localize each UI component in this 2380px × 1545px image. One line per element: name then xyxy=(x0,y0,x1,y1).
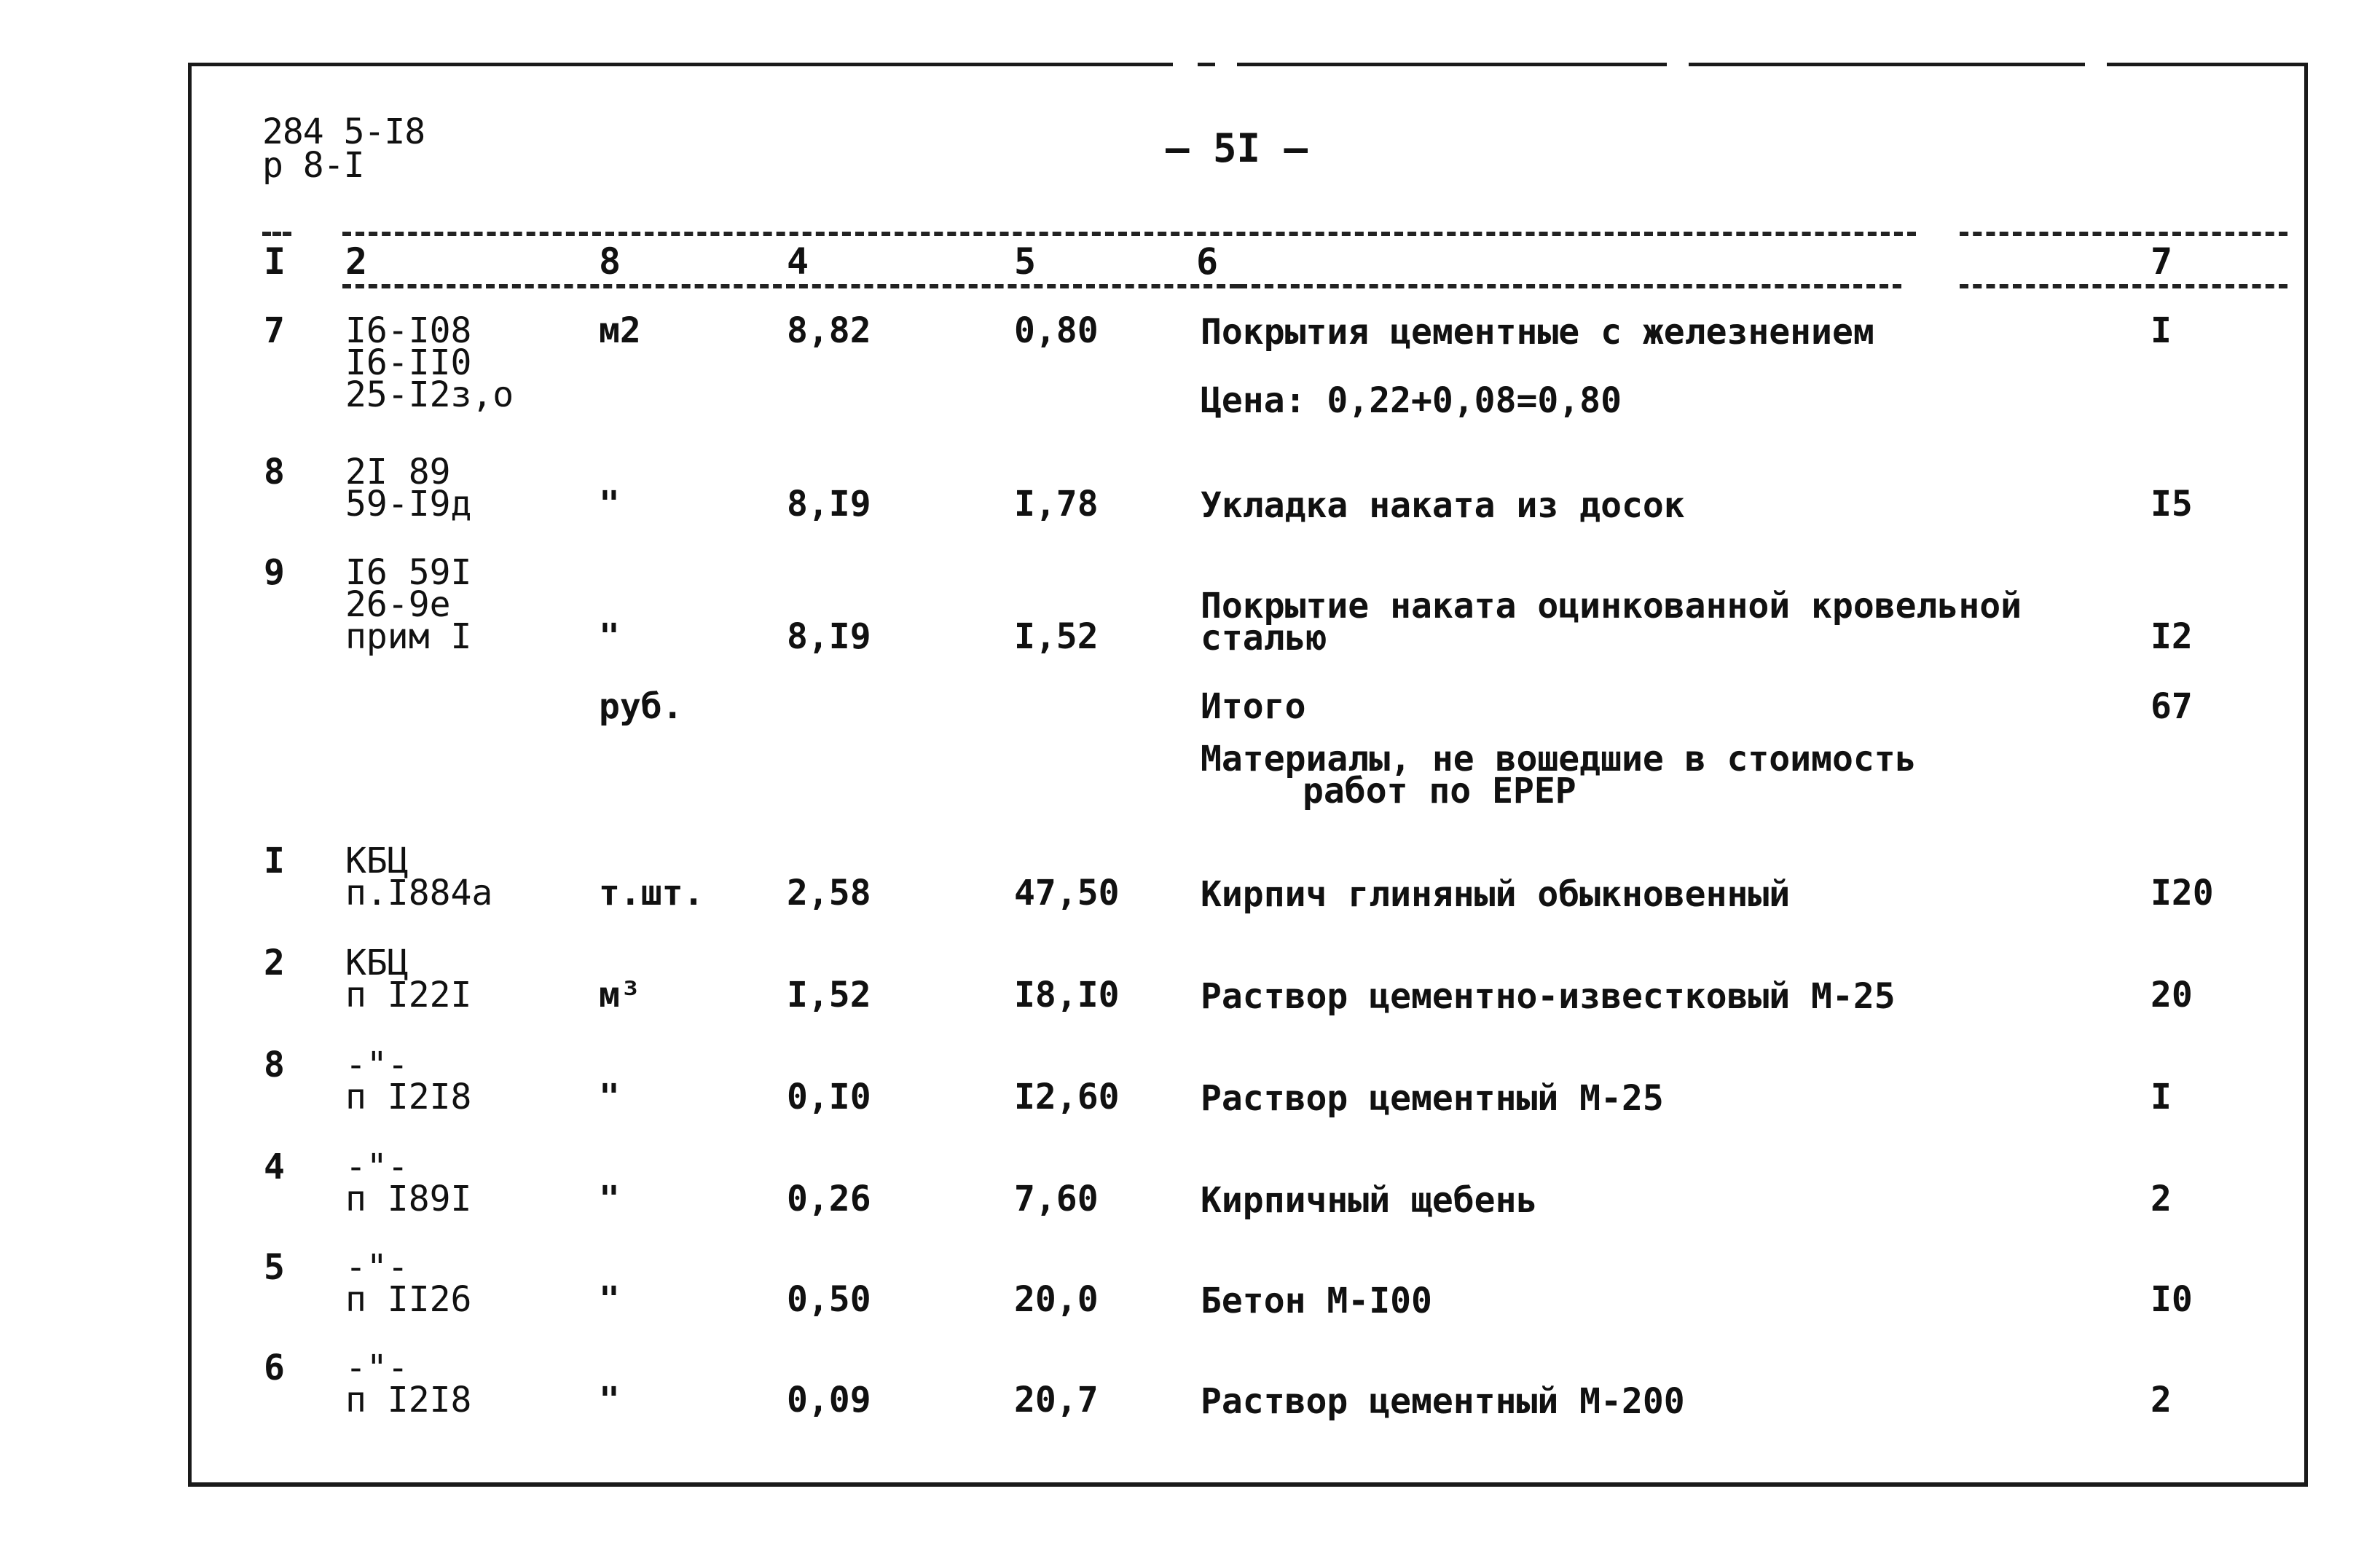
row-unit: " xyxy=(599,1279,620,1320)
row-price: 0,80 xyxy=(1014,310,1099,351)
row-reference: I6-I08 I6-II0 25-I2з,о xyxy=(345,310,514,415)
header-rule xyxy=(1960,232,2287,236)
frame-left-border xyxy=(188,63,192,1487)
row-number: 4 xyxy=(264,1147,285,1187)
row-quantity: 0,I0 xyxy=(787,1077,871,1117)
row-reference: -"- п I2I8 xyxy=(345,1045,472,1117)
frame-top-border xyxy=(188,63,2308,66)
row-quantity: 0,50 xyxy=(787,1279,871,1320)
row-description: Кирпичный щебень xyxy=(1201,1180,1538,1221)
row-total: I xyxy=(2151,310,2172,351)
row-quantity: 8,82 xyxy=(787,310,871,351)
frame-bottom-border xyxy=(188,1482,2308,1487)
frame-right-border xyxy=(2304,63,2308,1487)
row-number: 2 xyxy=(264,943,285,983)
row-unit: " xyxy=(599,1077,620,1117)
header-rule xyxy=(1960,284,2287,288)
row-total: 2 xyxy=(2151,1380,2172,1420)
column-header: 4 xyxy=(787,240,809,283)
row-unit: " xyxy=(599,484,620,524)
row-price: 20,0 xyxy=(1014,1279,1099,1320)
header-rule xyxy=(342,232,1916,236)
column-header: 2 xyxy=(345,240,368,283)
row-reference: -"- п I89I xyxy=(345,1147,472,1219)
row-number: 8 xyxy=(264,452,285,492)
row-quantity: 2,58 xyxy=(787,873,871,913)
row-unit: т.шт. xyxy=(599,873,704,913)
row-number: I xyxy=(264,841,285,881)
frame-gap xyxy=(1173,61,1198,68)
row-price: 20,7 xyxy=(1014,1380,1099,1420)
column-header: 8 xyxy=(599,240,621,283)
row-price: I,52 xyxy=(1014,616,1099,657)
row-description: Кирпич глиняный обыкновенный xyxy=(1201,874,1791,915)
row-description: Покрытия цементные с железнением xyxy=(1201,312,1874,353)
frame-gap xyxy=(1667,61,1689,68)
row-description: Раствор цементный М-200 xyxy=(1201,1381,1685,1422)
header-rule xyxy=(1238,284,1901,288)
row-description: Укладка наката из досок xyxy=(1201,485,1685,526)
column-header: 5 xyxy=(1014,240,1037,283)
column-header: 7 xyxy=(2151,240,2173,283)
document-code xyxy=(262,111,425,186)
row-total: I xyxy=(2151,1077,2172,1117)
row-quantity: 0,09 xyxy=(787,1380,871,1420)
subtotal-value: 67 xyxy=(2151,686,2193,727)
row-price: I2,60 xyxy=(1014,1077,1120,1117)
row-unit: " xyxy=(599,1380,620,1420)
row-reference: КБЦ п.I884а xyxy=(345,841,493,913)
header-rule xyxy=(342,284,1238,288)
row-number: 7 xyxy=(264,310,285,351)
section-heading: Материалы, не вошедшие в стоимость работ по ЕРЕР xyxy=(1201,739,1917,811)
row-total: I20 xyxy=(2151,873,2214,913)
row-unit: м2 xyxy=(599,310,641,351)
column-header: 6 xyxy=(1196,240,1219,283)
row-quantity: 0,26 xyxy=(787,1179,871,1219)
row-description: Раствор цементный М-25 xyxy=(1201,1078,1664,1119)
row-total: I0 xyxy=(2151,1279,2193,1320)
row-reference: I6 59I 26-9е прим I xyxy=(345,552,472,657)
page-number: — 5I — xyxy=(1166,125,1308,171)
row-quantity: 8,I9 xyxy=(787,484,871,524)
document-code-line1: 284 5-I8 xyxy=(262,111,425,152)
row-number: 9 xyxy=(264,552,285,593)
subtotal-label: Итого xyxy=(1201,686,1306,727)
row-price: 7,60 xyxy=(1014,1179,1099,1219)
row-number: 5 xyxy=(264,1247,285,1288)
row-reference: КБЦ п I22I xyxy=(345,943,472,1015)
row-price: I,78 xyxy=(1014,484,1099,524)
row-reference: 2I 89 59-I9д xyxy=(345,452,472,524)
row-number: 8 xyxy=(264,1045,285,1085)
row-unit: " xyxy=(599,616,620,657)
row-price: I8,I0 xyxy=(1014,975,1120,1015)
header-rule xyxy=(262,232,291,236)
column-header: I xyxy=(264,240,286,283)
row-total: I5 xyxy=(2151,484,2193,524)
row-reference: -"- п I2I8 xyxy=(345,1348,472,1420)
row-total: 20 xyxy=(2151,975,2193,1015)
row-total: 2 xyxy=(2151,1179,2172,1219)
row-total: I2 xyxy=(2151,616,2193,657)
frame-gap xyxy=(2085,61,2107,68)
document-code-line2: р 8-I xyxy=(262,145,364,186)
row-reference: -"- п II26 xyxy=(345,1247,472,1320)
row-description: Раствор цементно-известковый М-25 xyxy=(1201,976,1896,1017)
row-number: 6 xyxy=(264,1348,285,1388)
row-quantity: I,52 xyxy=(787,975,871,1015)
subtotal-unit: руб. xyxy=(599,686,683,727)
row-unit: м³ xyxy=(599,975,641,1015)
row-unit: " xyxy=(599,1179,620,1219)
row-price: 47,50 xyxy=(1014,873,1120,913)
row-quantity: 8,I9 xyxy=(787,616,871,657)
frame-gap xyxy=(1215,61,1237,68)
row-description: Бетон М-I00 xyxy=(1201,1281,1432,1321)
row-description: Покрытие наката оцинкованной кровельной сталью xyxy=(1201,586,2022,659)
row-description-note: Цена: 0,22+0,08=0,80 xyxy=(1201,380,1622,421)
